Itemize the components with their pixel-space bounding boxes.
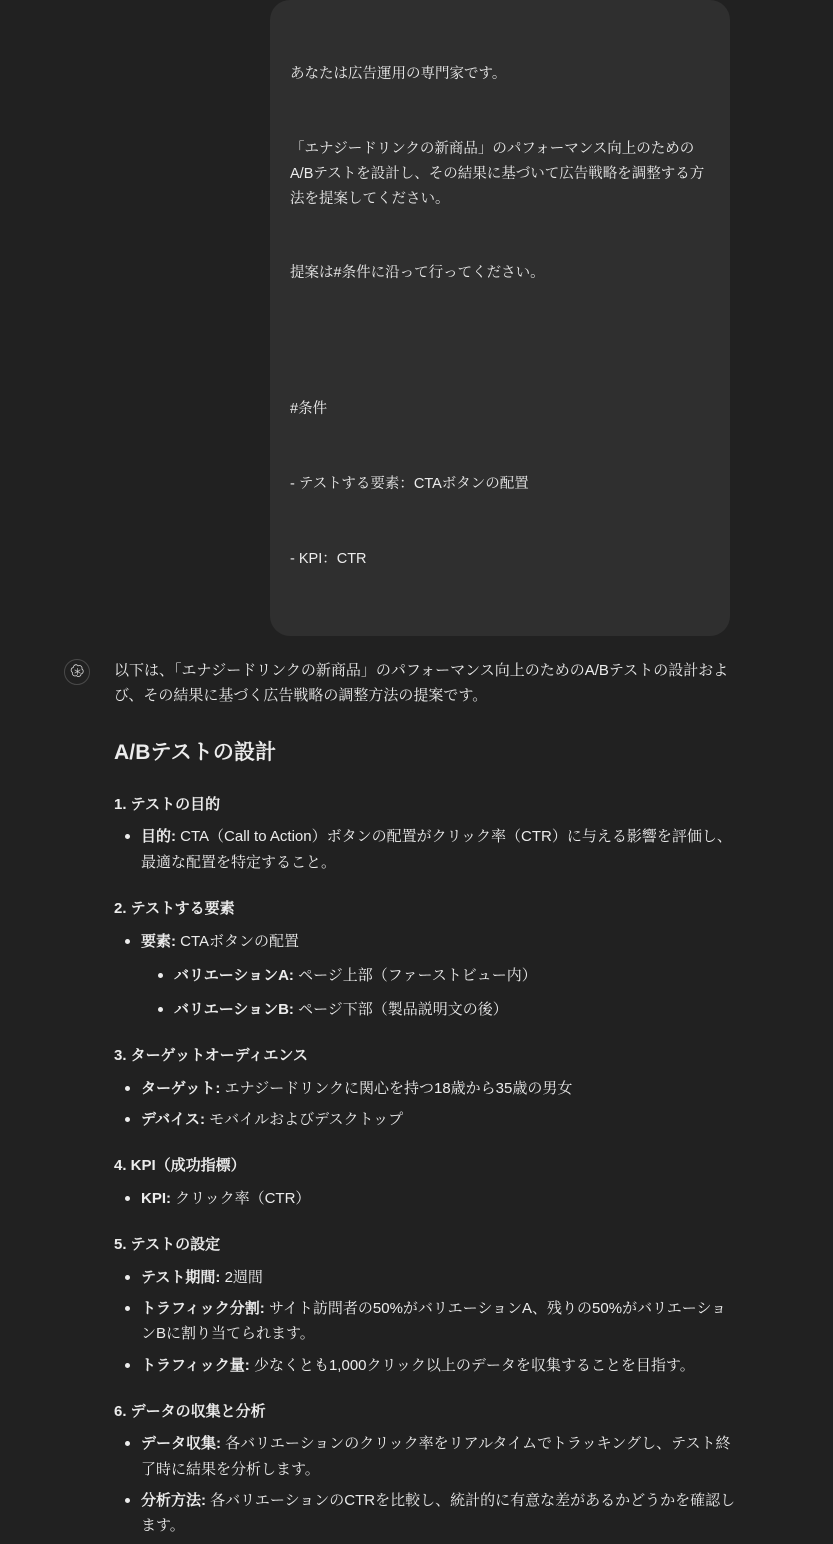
list-item-text: ページ上部（ファーストビュー内） xyxy=(294,967,537,984)
section-heading-2: 2. テストする要素 xyxy=(114,897,736,922)
user-message-line: 提案は#条件に沿って行ってください。 xyxy=(290,261,710,286)
page-title: A/Bテストの設計 xyxy=(114,736,736,771)
list-item-label: 分析方法: xyxy=(141,1492,206,1509)
section-list-2 xyxy=(114,929,736,1023)
user-message-blank-line xyxy=(290,336,710,347)
list-item xyxy=(141,824,736,874)
list-item-label: KPI: xyxy=(141,1190,171,1207)
section-list-1 xyxy=(114,824,736,874)
list-item-label: バリエーションB: xyxy=(174,1001,294,1018)
list-item-text: 2週間 xyxy=(220,1269,263,1286)
list-item-label: データ収集: xyxy=(141,1435,221,1452)
list-item-label: テスト期間: xyxy=(141,1269,220,1286)
list-item-text: 各バリエーションのCTRを比較し、統計的に有意な差があるかどうかを確認します。 xyxy=(141,1492,735,1534)
list-item xyxy=(141,1296,736,1346)
section-heading-4: 4. KPI（成功指標） xyxy=(114,1154,736,1179)
list-item-text: 少なくとも1,000クリック以上のデータを収集することを目指す。 xyxy=(250,1357,695,1374)
user-message-bubble[interactable] xyxy=(270,0,730,636)
assistant-message-body xyxy=(114,658,736,1544)
list-item-label: トラフィック量: xyxy=(141,1357,250,1374)
list-item-label: デバイス: xyxy=(141,1111,205,1128)
list-item xyxy=(141,1431,736,1481)
assistant-intro-paragraph: 以下は、「エナジードリンクの新商品」のパフォーマンス向上のためのA/Bテストの設計および、その結果に基づく広告戦略の調整方法の提案です。 xyxy=(114,658,736,710)
section-heading-6: 6. データの収集と分析 xyxy=(114,1400,736,1425)
list-item-label: ターゲット: xyxy=(141,1080,220,1097)
section-list-3 xyxy=(114,1076,736,1132)
user-message-line: #条件 xyxy=(290,397,710,422)
user-message-line: - KPI：CTR xyxy=(290,547,710,572)
list-item-label: 目的: xyxy=(141,828,176,845)
list-item-text: CTAボタンの配置 xyxy=(176,933,299,950)
list-item-text: ページ下部（製品説明文の後） xyxy=(294,1001,508,1018)
list-item xyxy=(174,997,736,1022)
list-item-text: モバイルおよびデスクトップ xyxy=(205,1111,403,1128)
list-item xyxy=(141,1265,736,1290)
list-item-label: 要素: xyxy=(141,933,176,950)
section-heading-5: 5. テストの設定 xyxy=(114,1233,736,1258)
list-item xyxy=(174,963,736,988)
assistant-message-row xyxy=(0,636,833,1544)
list-item-label: バリエーションA: xyxy=(174,967,294,984)
list-item xyxy=(141,1076,736,1101)
user-message-line: あなたは広告運用の専門家です。 xyxy=(290,62,710,87)
list-item-text: クリック率（CTR） xyxy=(171,1190,310,1207)
openai-logo-icon xyxy=(64,659,90,685)
list-item xyxy=(141,1353,736,1378)
section-list-6 xyxy=(114,1431,736,1538)
list-item xyxy=(141,1107,736,1132)
list-item-text: エナジードリンクに関心を持つ18歳から35歳の男女 xyxy=(220,1080,572,1097)
list-item-text: サイト訪問者の50%がバリエーションA、残りの50%がバリエーションBに割り当てられます。 xyxy=(141,1300,726,1342)
user-message-line: - テストする要素：CTAボタンの配置 xyxy=(290,472,710,497)
user-message-row xyxy=(0,0,833,636)
list-item xyxy=(141,1186,736,1211)
list-item xyxy=(141,929,736,1023)
list-item xyxy=(141,1488,736,1538)
section-list-5 xyxy=(114,1265,736,1378)
user-message-line: 「エナジードリンクの新商品」のパフォーマンス向上のためのA/Bテストを設計し、その結果に基づいて広告戦略を調整する方法を提案してください。 xyxy=(290,137,710,212)
list-item-text: CTA（Call to Action）ボタンの配置がクリック率（CTR）に与える影響を評価し、最適な配置を特定すること。 xyxy=(141,828,732,870)
section-heading-3: 3. ターゲットオーディエンス xyxy=(114,1044,736,1069)
nested-list xyxy=(141,963,736,1022)
section-heading-1: 1. テストの目的 xyxy=(114,793,736,818)
section-list-4 xyxy=(114,1186,736,1211)
list-item-label: トラフィック分割: xyxy=(141,1300,265,1317)
list-item-text: 各バリエーションのクリック率をリアルタイムでトラッキングし、テスト終了時に結果を分析します。 xyxy=(141,1435,731,1477)
